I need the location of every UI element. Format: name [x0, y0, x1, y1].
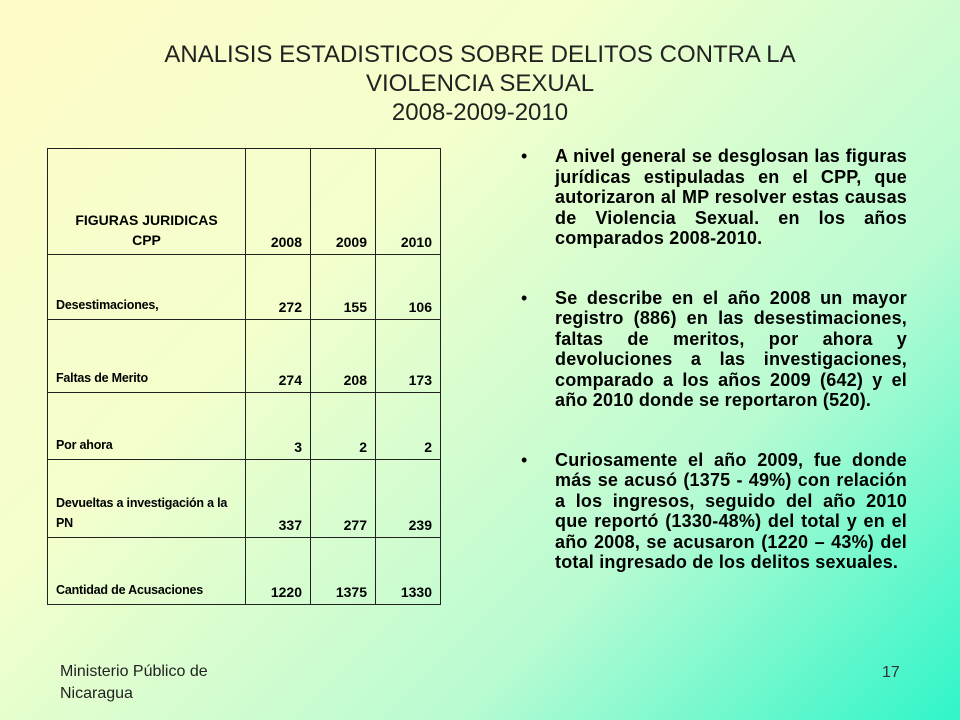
row-label: Faltas de Merito [48, 320, 246, 393]
row-label: Cantidad de Acusaciones [48, 538, 246, 605]
cell-value: 1220 [246, 538, 311, 605]
table-row [48, 538, 441, 605]
header-label-line-1: FIGURAS JURIDICAS [75, 212, 218, 228]
bullet-text: Curiosamente el año 2009, fue donde más se acusó (1375 - 49%) con relación a los ingresos, seguido del año 2010 que reportó (1330-48%) del total y en el año 2008, se acusaron (1220 – 43%) del total ingresado de los delitos sexuales. [555, 449, 907, 572]
cell-value: 208 [311, 320, 376, 393]
row-label: Desestimaciones, [48, 255, 246, 320]
cell-value: 274 [246, 320, 311, 393]
bullet-icon: • [521, 449, 528, 470]
bullet-icon: • [521, 146, 528, 166]
cell-value: 2 [376, 393, 441, 460]
bullet-icon: • [521, 287, 528, 308]
header-year-2009: 2009 [311, 149, 376, 255]
footer-line-2: Nicaragua [60, 685, 133, 702]
cell-value: 155 [311, 255, 376, 320]
table-row [48, 393, 441, 460]
header-year-2010: 2010 [376, 149, 441, 255]
table-row [48, 255, 441, 320]
table-row [48, 320, 441, 393]
bullet-text: Se describe en el año 2008 un mayor registro (886) en las desestimaciones, faltas de meritos, por ahora y devoluciones a las investigaciones, comparado a los años 2009 (642) y el año 2010 donde se reportaron (520). [555, 287, 907, 410]
header-year-2008: 2008 [246, 149, 311, 255]
header-figuras-juridicas [48, 149, 246, 255]
title-line-1: ANALISIS ESTADISTICOS SOBRE DELITOS CONTRA LA [164, 41, 796, 68]
page-number: 17 [882, 664, 900, 681]
slide-title [60, 40, 900, 127]
table-header-row [48, 149, 441, 255]
row-label: Devueltas a investigación a la PN [48, 460, 246, 538]
cell-value: 337 [246, 460, 311, 538]
row-label: Por ahora [48, 393, 246, 460]
cell-value: 173 [376, 320, 441, 393]
summary-bullet-list [513, 146, 907, 612]
footer-organization [60, 661, 250, 705]
footer-line-1: Ministerio Público de [60, 663, 208, 680]
title-line-2: VIOLENCIA SEXUAL [365, 70, 595, 97]
bullet-item [513, 146, 907, 249]
bullet-item [513, 288, 907, 411]
cell-value: 106 [376, 255, 441, 320]
cell-value: 239 [376, 460, 441, 538]
cell-value: 1330 [376, 538, 441, 605]
table-row [48, 460, 441, 538]
cell-value: 277 [311, 460, 376, 538]
cell-value: 2 [311, 393, 376, 460]
bullet-item [513, 450, 907, 573]
legal-figures-table [47, 148, 441, 605]
bullet-text: A nivel general se desglosan las figuras jurídicas estipuladas en el CPP, que autorizaron al MP resolver estas causas de Violencia Sexual. en los años comparados 2008-2010. [555, 146, 907, 248]
header-label-line-2: CPP [132, 232, 161, 248]
cell-value: 1375 [311, 538, 376, 605]
title-line-3: 2008-2009-2010 [391, 99, 569, 126]
cell-value: 272 [246, 255, 311, 320]
cell-value: 3 [246, 393, 311, 460]
